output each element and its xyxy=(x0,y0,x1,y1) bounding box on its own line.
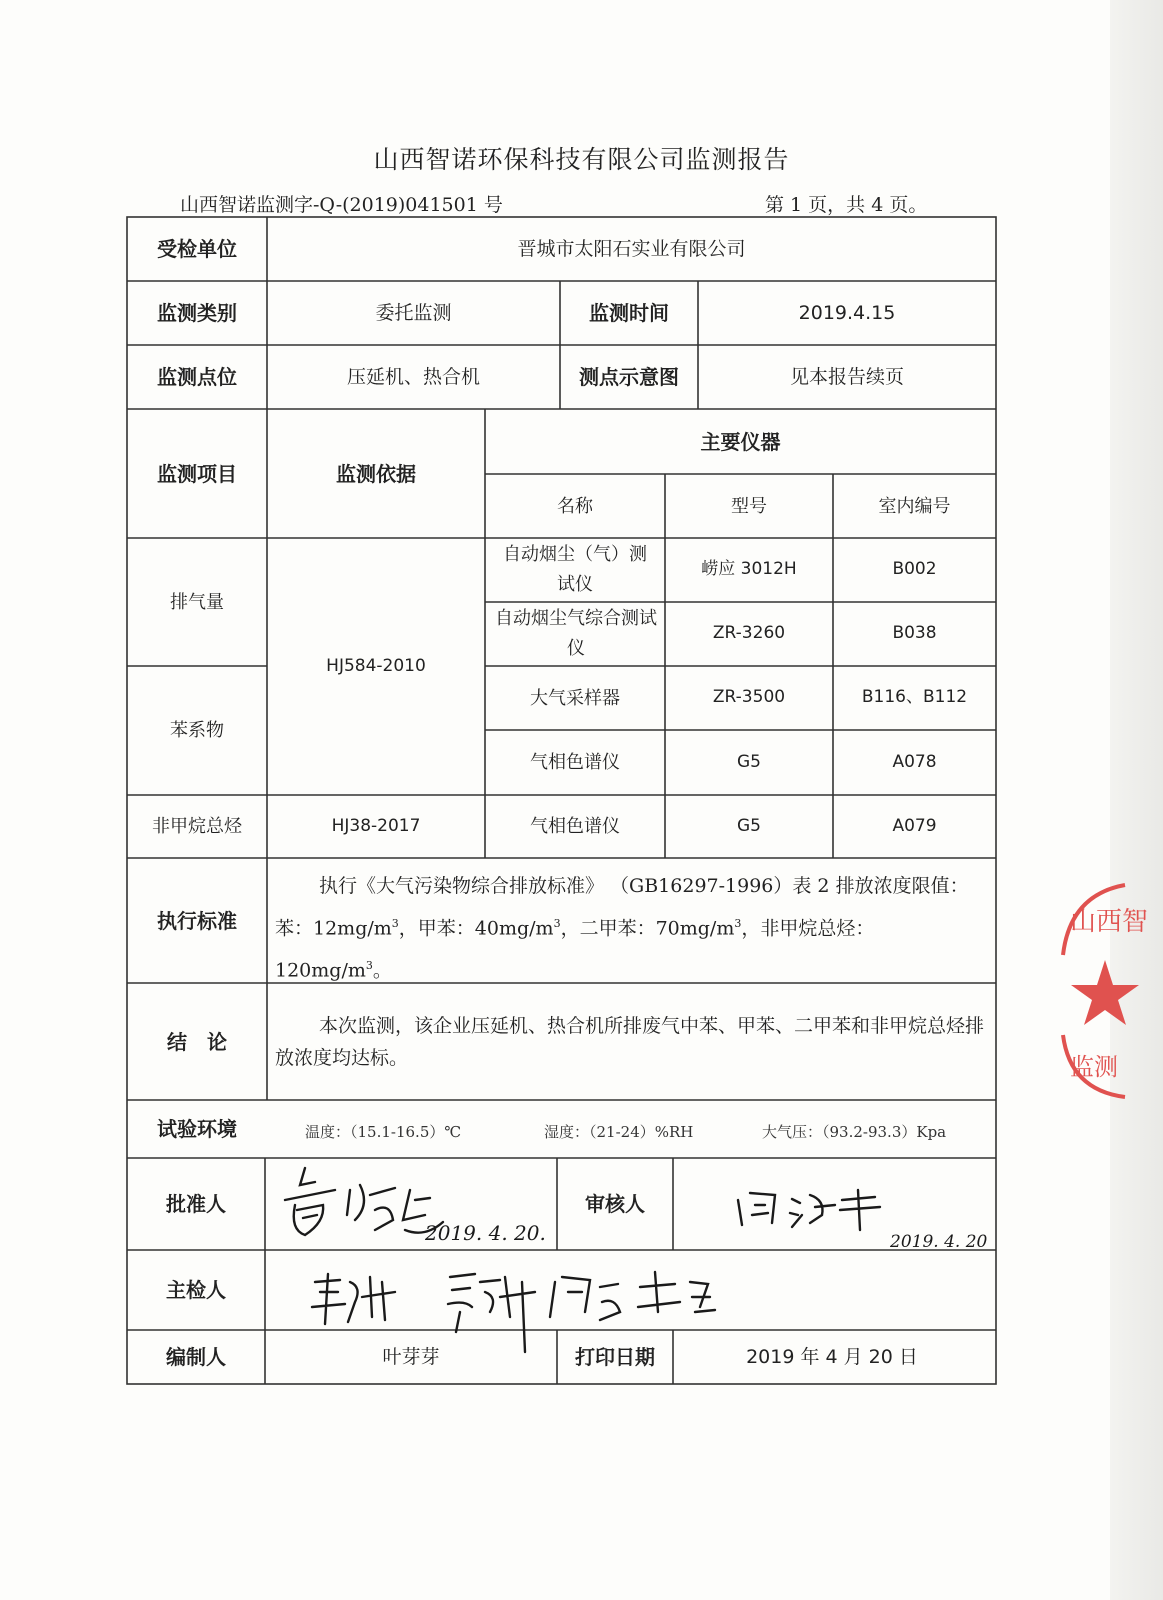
category-label: 监测类别 xyxy=(157,301,237,325)
basis-header: 监测依据 xyxy=(336,461,416,486)
print-date-label: 打印日期 xyxy=(575,1345,655,1369)
svg-text:2019. 4. 20.: 2019. 4. 20. xyxy=(425,1221,546,1245)
time-value: 2019.4.15 xyxy=(798,301,896,324)
approver-label: 批准人 xyxy=(166,1192,226,1216)
instrument-name: 自动烟尘气综合测试仪 xyxy=(495,608,657,659)
item-exhaust-volume: 排气量 xyxy=(170,591,224,613)
svg-text:山西智: 山西智 xyxy=(1070,907,1149,937)
instrument-model: ZR-3260 xyxy=(712,623,786,644)
instrument-code: A078 xyxy=(892,751,937,772)
temperature-value: 温度：（15.1-16.5）℃ xyxy=(305,1123,462,1141)
page-info: 第 1 页，共 4 页。 xyxy=(765,194,928,216)
document-number: 山西智诺监测字-Q-(2019)041501 号 xyxy=(180,194,503,216)
inspector-signatures xyxy=(300,1262,730,1362)
pressure-value: 大气压：（93.2-93.3）Kpa xyxy=(762,1123,947,1141)
conclusion-text: 本次监测，该企业压延机、热合机所排废气中苯、甲苯、二甲苯和非甲烷总烃排放浓度均达标。 xyxy=(275,1015,985,1069)
instrument-model: 崂应 3012H xyxy=(701,559,797,580)
svg-text:监测: 监测 xyxy=(1070,1053,1118,1081)
instrument-name: 气相色谱仪 xyxy=(530,816,620,837)
svg-text:2019. 4. 20: 2019. 4. 20 xyxy=(890,1232,988,1252)
reviewer-label: 审核人 xyxy=(585,1192,645,1216)
compiler-label: 编制人 xyxy=(166,1345,226,1369)
conclusion-label: 结 论 xyxy=(167,1029,227,1054)
category-value: 委托监测 xyxy=(375,301,452,324)
name-header: 名称 xyxy=(557,495,593,517)
print-date-value: 2019 年 4 月 20 日 xyxy=(746,1345,918,1368)
inspected-unit-value: 晋城市太阳石实业有限公司 xyxy=(517,237,746,260)
time-label: 监测时间 xyxy=(589,301,669,325)
inspector-label: 主检人 xyxy=(166,1278,226,1302)
instrument-model: G5 xyxy=(737,751,761,772)
approver-signature xyxy=(275,1160,555,1250)
location-value: 压延机、热合机 xyxy=(346,365,480,388)
basis-hj38: HJ38-2017 xyxy=(331,815,421,836)
instrument-name: 气相色谱仪 xyxy=(530,752,620,773)
item-benzene-series: 苯系物 xyxy=(170,720,224,741)
instrument-name: 自动烟尘（气）测试仪 xyxy=(503,544,647,595)
compiler-value: 叶芽芽 xyxy=(382,1345,440,1368)
location-label: 监测点位 xyxy=(157,365,237,389)
humidity-value: 湿度：（21-24）%RH xyxy=(544,1123,694,1141)
instrument-model: ZR-3500 xyxy=(712,687,786,708)
instrument-code: A079 xyxy=(892,815,937,836)
reviewer-signature xyxy=(730,1185,995,1260)
model-header: 型号 xyxy=(731,495,767,517)
standard-text: 执行《大气污染物综合排放标准》 （GB16297-1996）表 2 排放浓度限值：苯：$12mg/m^3$，甲苯：$40mg/m^3$，二甲苯：$70mg/m^3$，非甲烷总烃：$120mg/m^3$。 xyxy=(275,875,969,982)
instrument-code: B116、B112 xyxy=(861,687,968,708)
basis-hj584: HJ584-2010 xyxy=(326,655,426,676)
standard-label: 执行标准 xyxy=(157,908,237,933)
inspected-unit-label: 受检单位 xyxy=(157,237,237,261)
report-title: 山西智诺环保科技有限公司监测报告 xyxy=(373,145,790,174)
code-header: 室内编号 xyxy=(878,495,951,517)
instrument-code: B002 xyxy=(892,559,937,580)
instrument-header: 主要仪器 xyxy=(700,429,781,454)
environment-label: 试验环境 xyxy=(157,1117,237,1141)
company-seal xyxy=(1055,875,1163,1105)
diagram-value: 见本报告续页 xyxy=(789,365,904,388)
instrument-code: B038 xyxy=(892,623,937,644)
instrument-model: G5 xyxy=(737,815,761,836)
diagram-label: 测点示意图 xyxy=(579,365,679,389)
item-nmhc: 非甲烷总烃 xyxy=(152,816,242,837)
item-header: 监测项目 xyxy=(157,461,237,486)
instrument-name: 大气采样器 xyxy=(530,687,620,709)
